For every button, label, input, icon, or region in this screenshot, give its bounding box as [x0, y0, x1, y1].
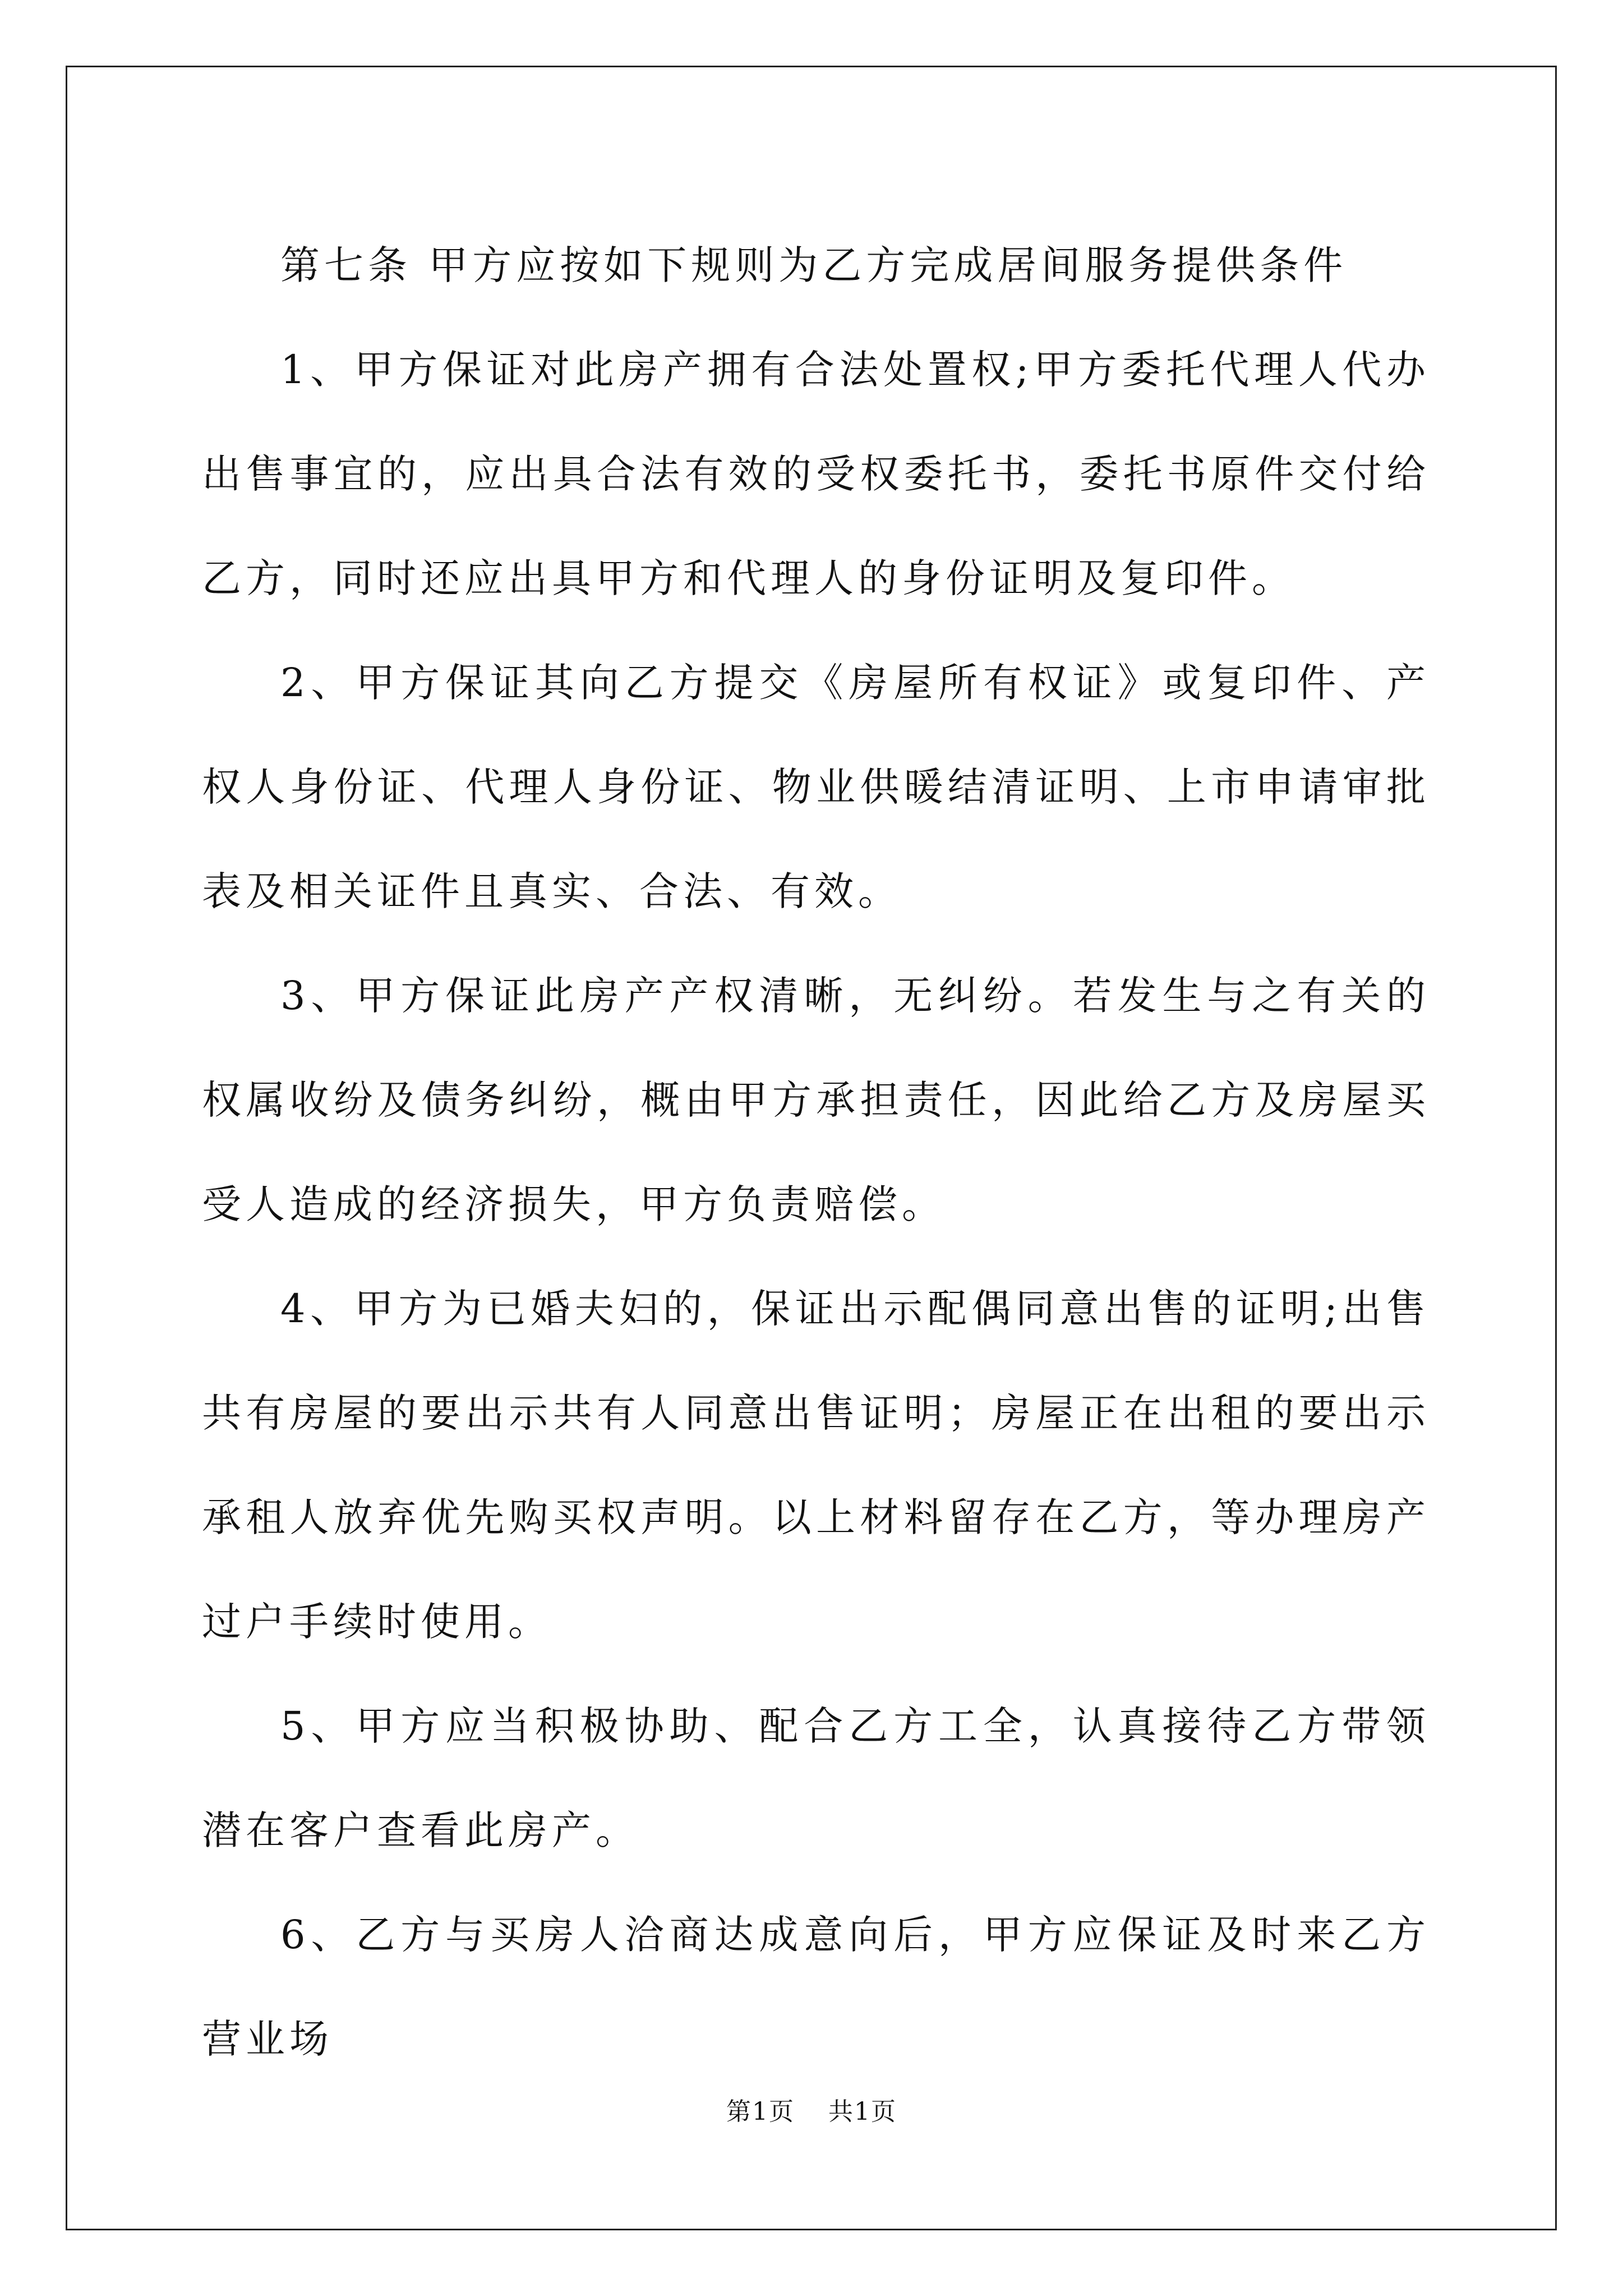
- paragraph-5: 5、甲方应当积极协助、配合乙方工全，认真接待乙方带领潜在客户查看此房产。: [202, 1703, 1430, 1853]
- document-body: [202, 213, 1430, 2091]
- paragraph-2: 2、甲方保证其向乙方提交《房屋所有权证》或复印件、产权人身份证、代理人身份证、物业供暖结清证明、上市申请审批表及相关证件且真实、合法、有效。: [202, 660, 1430, 914]
- paragraph-1: 1、甲方保证对此房产拥有合法处置权;甲方委托代理人代办出售事宜的，应出具合法有效的受权委托书，委托书原件交付给乙方，同时还应出具甲方和代理人的身份证明及复印件。: [202, 347, 1430, 601]
- article-title: 第七条 甲方应按如下规则为乙方完成居间服务提供条件: [280, 242, 1348, 288]
- paragraph-6: 6、乙方与买房人洽商达成意向后，甲方应保证及时来乙方营业场: [202, 1912, 1430, 2062]
- page-total: 共1页: [828, 2097, 897, 2126]
- paragraph-4: 4、甲方为已婚夫妇的，保证出示配偶同意出售的证明;出售共有房屋的要出示共有人同意出售证明；房屋正在出租的要出示承租人放弃优先购买权声明。以上材料留存在乙方，等办理房产过户手续时使用。: [202, 1286, 1430, 1645]
- paragraph-3: 3、甲方保证此房产产权清晰，无纠纷。若发生与之有关的权属收纷及债务纠纷，概由甲方承担责任，因此给乙方及房屋买受人造成的经济损失，甲方负责赔偿。: [202, 973, 1430, 1227]
- page-number: 第1页: [726, 2097, 795, 2126]
- page-footer: [0, 2091, 1623, 2127]
